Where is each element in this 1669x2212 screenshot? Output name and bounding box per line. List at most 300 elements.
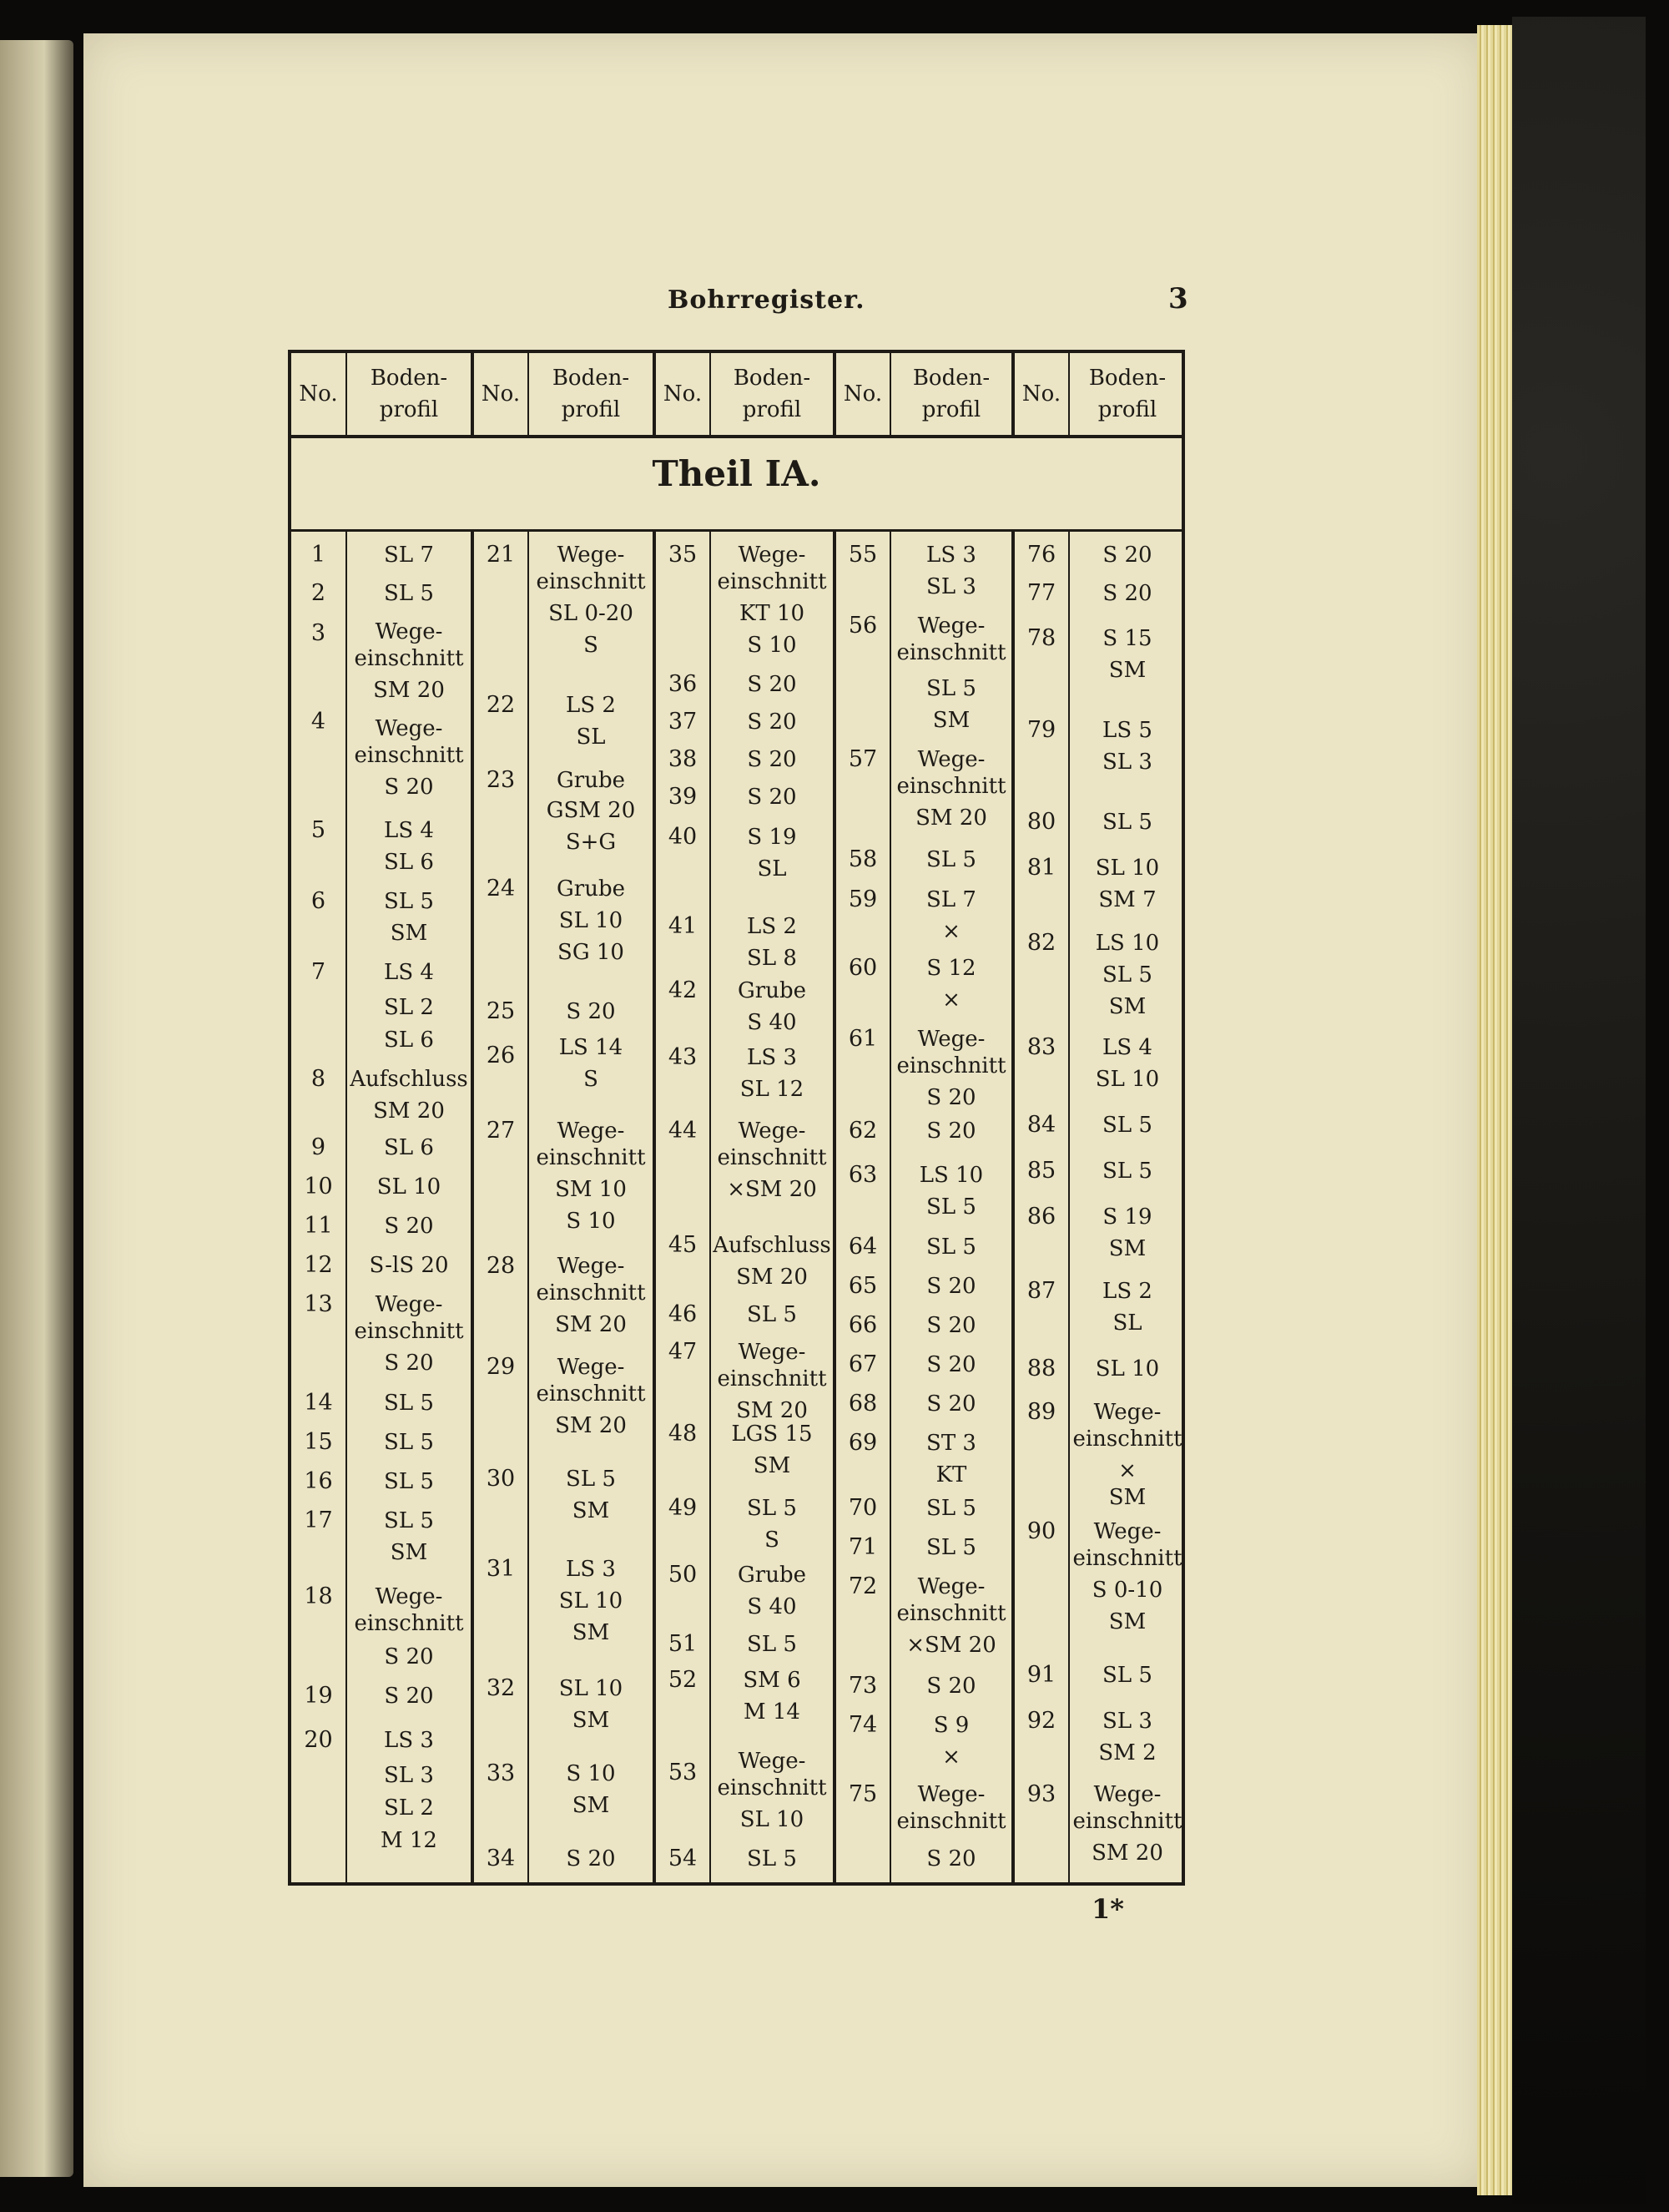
soil-profile-entry: Wege-: [917, 1027, 986, 1052]
header-profil-1: Boden- profil: [370, 366, 448, 422]
soil-profile-entry: Wege-: [375, 716, 443, 741]
boring-number: 48: [668, 1421, 698, 1447]
boring-number: 59: [848, 886, 878, 912]
boring-number: 68: [848, 1391, 878, 1417]
boring-number: 88: [1026, 1356, 1056, 1381]
boring-number: 46: [668, 1301, 698, 1327]
soil-profile-entry: SL 3: [384, 1763, 434, 1788]
soil-profile-entry: SL 3: [1102, 750, 1152, 775]
soil-profile-entry: Wege-: [557, 1254, 625, 1279]
soil-profile-entry: SM 20: [1092, 1841, 1163, 1866]
soil-profile-entry: SL 5: [747, 1496, 797, 1521]
section-title: Theil IA.: [652, 453, 821, 494]
profil-column-2: [529, 531, 653, 1882]
soil-profile-entry: LS 5: [1102, 718, 1152, 743]
soil-profile-entry: einschnitt: [717, 1775, 827, 1800]
soil-profile-entry: Wege-: [557, 1355, 625, 1380]
soil-profile-entry: S 20: [566, 999, 616, 1024]
boring-number: 93: [1026, 1781, 1056, 1807]
soil-profile-entry: SL 5: [384, 581, 434, 606]
soil-profile-entry: SL 10: [376, 1174, 441, 1199]
soil-profile-entry: S 20: [384, 1214, 434, 1239]
soil-profile-entry: einschnitt: [896, 640, 1006, 665]
soil-profile-entry: LS 10: [919, 1163, 984, 1188]
soil-profile-entry: SL 3: [926, 574, 976, 599]
profil-column-1: [347, 531, 471, 1882]
soil-profile-entry: SL 5: [384, 1508, 434, 1533]
soil-profile-entry: SM 20: [555, 1312, 627, 1337]
boring-number: 66: [848, 1312, 878, 1338]
soil-profile-entry: SL 5: [566, 1467, 616, 1492]
soil-profile-entry: einschnitt: [354, 743, 464, 768]
soil-profile-entry: SM: [753, 1453, 791, 1478]
soil-profile-entry: SM: [572, 1793, 610, 1818]
soil-profile-entry: einschnitt: [896, 774, 1006, 799]
no-column-3: [656, 531, 709, 1882]
boring-number: 15: [304, 1429, 333, 1455]
boring-number: 77: [1026, 580, 1056, 606]
soil-profile-entry: LS 4: [1102, 1035, 1152, 1060]
soil-profile-entry: S: [764, 1528, 779, 1553]
boring-number: 71: [848, 1534, 878, 1560]
soil-profile-entry: SL 7: [384, 543, 434, 568]
header-profil-5: Boden- profil: [1088, 366, 1167, 422]
soil-profile-entry: Wege-: [738, 1340, 806, 1365]
soil-profile-entry: SL 2: [384, 1795, 434, 1821]
header-no-5: No.: [1021, 381, 1061, 407]
boring-number: 58: [848, 846, 878, 872]
soil-profile-entry: S 20: [926, 1846, 976, 1871]
soil-profile-entry: S 20: [747, 672, 797, 697]
boring-number: 74: [848, 1712, 878, 1738]
boring-number: 90: [1026, 1518, 1056, 1544]
soil-profile-entry: SM 20: [915, 806, 987, 831]
boring-number: 12: [304, 1252, 333, 1278]
soil-profile-entry: SM: [1108, 994, 1147, 1019]
soil-profile-entry: SL 5: [747, 1846, 797, 1871]
boring-number: 72: [848, 1573, 878, 1599]
soil-profile-entry: SL 10: [558, 908, 623, 933]
boring-number: 86: [1026, 1204, 1056, 1230]
boring-number: 14: [304, 1390, 333, 1416]
boring-number: 22: [486, 692, 516, 718]
soil-profile-entry: Wege-: [738, 1749, 806, 1774]
soil-profile-entry: S 9: [933, 1713, 970, 1738]
soil-profile-entry: Aufschluss: [350, 1067, 468, 1092]
soil-profile-entry: SL 12: [739, 1077, 804, 1102]
soil-profile-entry: einschnitt: [1072, 1427, 1182, 1452]
boring-number: 63: [848, 1162, 878, 1188]
soil-profile-entry: SM: [932, 708, 971, 733]
soil-profile-entry: LS 14: [558, 1035, 623, 1060]
boring-number: 43: [668, 1044, 698, 1070]
boring-number: 82: [1026, 930, 1056, 956]
soil-profile-entry: S 20: [926, 1119, 976, 1144]
soil-profile-entry: S 20: [926, 1085, 976, 1110]
no-column-1: [291, 531, 345, 1882]
soil-profile-entry: ×: [1118, 1458, 1137, 1483]
soil-profile-entry: SL 5: [384, 1430, 434, 1455]
soil-profile-entry: SM: [572, 1498, 610, 1523]
boring-number: 56: [848, 613, 878, 639]
soil-profile-entry: S 10: [566, 1761, 616, 1786]
soil-profile-entry: SL: [757, 856, 787, 881]
soil-profile-entry: ×SM 20: [727, 1177, 817, 1202]
soil-profile-entry: LS 2: [747, 914, 797, 939]
soil-profile-entry: SL 5: [926, 1194, 976, 1220]
soil-profile-entry: SG 10: [557, 940, 624, 965]
boring-number: 5: [310, 817, 326, 843]
boring-number: 34: [486, 1846, 516, 1871]
soil-profile-entry: SL 5: [1102, 1663, 1152, 1688]
soil-profile-entry: SL 5: [384, 1469, 434, 1494]
boring-number: 61: [848, 1026, 878, 1052]
soil-profile-entry: Wege-: [375, 1584, 443, 1609]
header-no-2: No.: [481, 381, 521, 407]
boring-number: 27: [486, 1118, 516, 1144]
soil-profile-entry: Wege-: [738, 1119, 806, 1144]
boring-number: 29: [486, 1354, 516, 1380]
soil-profile-entry: KT: [935, 1462, 967, 1487]
soil-profile-entry: einschnitt: [1072, 1546, 1182, 1571]
boring-number: 13: [304, 1291, 333, 1317]
boring-number: 39: [668, 784, 698, 810]
boring-number: 57: [848, 746, 878, 772]
soil-profile-entry: einschnitt: [896, 1809, 1006, 1834]
soil-profile-entry: ×SM 20: [906, 1633, 996, 1658]
soil-profile-entry: SL 8: [747, 946, 797, 971]
boring-number: 10: [304, 1174, 333, 1199]
soil-profile-entry: SM: [572, 1708, 610, 1733]
boring-number: 11: [304, 1213, 333, 1239]
soil-profile-entry: S 20: [926, 1391, 976, 1417]
soil-profile-entry: SL 10: [739, 1807, 804, 1832]
soil-profile-entry: SL 5: [1102, 810, 1152, 835]
soil-profile-entry: LS 4: [384, 960, 434, 985]
boring-number: 91: [1026, 1662, 1056, 1688]
soil-profile-entry: Grube: [557, 768, 625, 793]
boring-number: 54: [668, 1846, 698, 1871]
boring-number: 52: [668, 1667, 698, 1693]
boring-number: 84: [1026, 1112, 1056, 1138]
soil-profile-entry: GSM 20: [546, 798, 636, 823]
boring-number: 65: [848, 1273, 878, 1299]
boring-number: 17: [304, 1507, 333, 1533]
boring-number: 87: [1026, 1278, 1056, 1304]
soil-profile-entry: einschnitt: [536, 1145, 646, 1170]
soil-profile-entry: M 12: [381, 1828, 437, 1853]
soil-profile-entry: SM: [390, 1540, 428, 1565]
soil-profile-entry: LS 3: [566, 1557, 616, 1582]
soil-profile-entry: S 40: [747, 1010, 797, 1035]
soil-profile-entry: einschnitt: [896, 1053, 1006, 1078]
soil-profile-entry: SL 5: [926, 1535, 976, 1560]
soil-profile-entry: Wege-: [375, 1292, 443, 1317]
boring-number: 76: [1026, 542, 1056, 568]
soil-profile-entry: S 19: [1102, 1204, 1152, 1230]
boring-number: 73: [848, 1673, 878, 1699]
soil-profile-entry: S 19: [747, 825, 797, 850]
no-column-4: [836, 531, 890, 1882]
soil-profile-entry: einschnitt: [354, 1319, 464, 1344]
soil-profile-entry: SL 5: [1102, 1159, 1152, 1184]
boring-number: 55: [848, 542, 878, 568]
boring-number: 64: [848, 1234, 878, 1260]
soil-profile-entry: SL 10: [558, 1676, 623, 1701]
soil-profile-entry: SL 2: [384, 995, 434, 1020]
boring-number: 26: [486, 1043, 516, 1068]
soil-profile-entry: Wege-: [1093, 1400, 1162, 1425]
soil-profile-entry: Wege-: [557, 1119, 625, 1144]
boring-number: 78: [1026, 625, 1056, 651]
boring-number: 45: [668, 1232, 698, 1258]
boring-number: 67: [848, 1351, 878, 1377]
soil-profile-entry: einschnitt: [354, 1611, 464, 1636]
soil-profile-entry: S 20: [926, 1313, 976, 1338]
boring-number: 24: [486, 876, 516, 901]
boring-number: 89: [1026, 1399, 1056, 1425]
soil-profile-entry: Wege-: [917, 1574, 986, 1599]
boring-number: 33: [486, 1760, 516, 1786]
soil-profile-entry: S 20: [384, 1684, 434, 1709]
no-column-5: [1015, 531, 1068, 1882]
soil-profile-entry: Wege-: [917, 614, 986, 639]
boring-number: 30: [486, 1466, 516, 1492]
soil-profile-entry: SL 5: [1102, 1113, 1152, 1138]
boring-number: 6: [310, 888, 326, 914]
soil-profile-entry: Wege-: [1093, 1519, 1162, 1544]
soil-profile-entry: LGS 15: [731, 1422, 813, 1447]
soil-profile-entry: SL 6: [384, 850, 434, 875]
left-page-edge: [0, 40, 73, 2177]
header-no-3: No.: [663, 381, 703, 407]
soil-profile-entry: SM 2: [1098, 1740, 1157, 1765]
soil-profile-entry: S 40: [747, 1594, 797, 1619]
soil-profile-entry: SL 5: [747, 1302, 797, 1327]
soil-profile-entry: LS 2: [1102, 1279, 1152, 1304]
boring-number: 20: [304, 1727, 333, 1753]
boring-number: 25: [486, 998, 516, 1024]
boring-number: 18: [304, 1583, 333, 1609]
soil-profile-entry: SL: [576, 725, 606, 750]
soil-profile-entry: ×: [942, 919, 961, 944]
soil-profile-entry: SM: [1108, 1609, 1147, 1634]
boring-number: 2: [310, 580, 326, 606]
soil-profile-entry: SL 7: [926, 887, 976, 912]
soil-profile-entry: einschnitt: [354, 646, 464, 671]
boring-number: 75: [848, 1781, 878, 1807]
boring-number: 28: [486, 1253, 516, 1279]
boring-number: 21: [486, 542, 516, 568]
boring-number: 85: [1026, 1158, 1056, 1184]
boring-number: 1: [310, 542, 326, 568]
soil-profile-entry: S 20: [384, 1351, 434, 1376]
soil-profile-entry: Wege-: [557, 543, 625, 568]
soil-profile-entry: einschnitt: [717, 1145, 827, 1170]
boring-number: 51: [668, 1631, 698, 1657]
soil-profile-entry: S 12: [926, 956, 976, 981]
header-profil-4: Boden- profil: [912, 366, 991, 422]
boring-number: 42: [668, 977, 698, 1003]
soil-profile-entry: LS 3: [747, 1045, 797, 1070]
book-cover: [1512, 17, 1646, 2204]
boring-number: 40: [668, 824, 698, 850]
boring-number: 69: [848, 1430, 878, 1456]
soil-profile-entry: KT 10: [739, 601, 805, 626]
soil-profile-entry: SL: [1112, 1311, 1142, 1336]
soil-profile-entry: S 10: [566, 1209, 616, 1234]
boring-number: 44: [668, 1118, 698, 1144]
soil-profile-entry: SM: [1108, 658, 1147, 683]
boring-number: 81: [1026, 855, 1056, 881]
boring-number: 83: [1026, 1034, 1056, 1060]
page-edges: [1477, 25, 1512, 2195]
no-column-2: [474, 531, 527, 1882]
boring-number: 70: [848, 1495, 878, 1521]
soil-profile-entry: Wege-: [1093, 1782, 1162, 1807]
soil-profile-entry: Grube: [738, 1563, 806, 1588]
soil-profile-entry: SM 20: [736, 1265, 808, 1290]
boring-number: 4: [310, 709, 326, 735]
boring-number: 16: [304, 1468, 333, 1494]
soil-profile-entry: einschnitt: [536, 569, 646, 594]
boring-number: 36: [668, 671, 698, 697]
boring-number: 7: [310, 959, 326, 985]
boring-number: 37: [668, 709, 698, 735]
soil-profile-entry: Wege-: [917, 1782, 986, 1807]
soil-profile-entry: S 20: [384, 1644, 434, 1669]
soil-profile-entry: SL 0-20: [548, 601, 633, 626]
soil-profile-entry: S 20: [926, 1274, 976, 1299]
soil-profile-entry: SL 5: [926, 1496, 976, 1521]
header-no-4: No.: [843, 381, 883, 407]
profil-column-3: [711, 531, 833, 1882]
soil-profile-entry: Grube: [738, 978, 806, 1003]
soil-profile-entry: einschnitt: [536, 1381, 646, 1406]
soil-profile-entry: SL 5: [926, 676, 976, 701]
boring-number: 32: [486, 1675, 516, 1701]
soil-profile-entry: S 20: [1102, 581, 1152, 606]
soil-profile-entry: LS 2: [566, 693, 616, 718]
boring-number: 38: [668, 746, 698, 772]
soil-profile-entry: einschnitt: [717, 1366, 827, 1391]
page-number: 3: [1168, 282, 1188, 316]
soil-profile-entry: SM 20: [373, 678, 445, 703]
soil-profile-entry: SL 5: [1102, 962, 1152, 987]
soil-profile-entry: SL 10: [1095, 1356, 1160, 1381]
soil-profile-entry: SM 7: [1098, 887, 1157, 912]
boring-number: 79: [1026, 717, 1056, 743]
boring-number: 62: [848, 1118, 878, 1144]
soil-profile-entry: SM: [390, 921, 428, 946]
soil-profile-entry: ×: [942, 1745, 961, 1770]
soil-profile-entry: SL 6: [384, 1135, 434, 1160]
soil-profile-entry: M 14: [744, 1699, 800, 1725]
boring-number: 8: [310, 1066, 326, 1092]
soil-profile-entry: S 20: [566, 1846, 616, 1871]
soil-profile-entry: Wege-: [917, 747, 986, 772]
soil-profile-entry: SL 3: [1102, 1709, 1152, 1734]
soil-profile-entry: SL 5: [384, 1391, 434, 1416]
soil-profile-entry: S 10: [747, 633, 797, 658]
boring-number: 35: [668, 542, 698, 568]
soil-profile-entry: SM 20: [736, 1398, 808, 1423]
soil-profile-entry: Grube: [557, 876, 625, 901]
boring-number: 60: [848, 955, 878, 981]
boring-number: 92: [1026, 1708, 1056, 1734]
boring-number: 80: [1026, 809, 1056, 835]
soil-profile-entry: SL 5: [384, 889, 434, 914]
soil-profile-entry: S 15: [1102, 626, 1152, 651]
boring-number: 23: [486, 767, 516, 793]
header-no-1: No.: [299, 381, 338, 407]
soil-profile-entry: SL 6: [384, 1028, 434, 1053]
soil-profile-entry: SM: [572, 1620, 610, 1645]
soil-profile-entry: LS 4: [384, 818, 434, 843]
profil-column-4: [891, 531, 1011, 1882]
soil-profile-entry: SM 20: [555, 1413, 627, 1438]
soil-profile-entry: Wege-: [375, 619, 443, 644]
soil-profile-entry: SL 10: [558, 1588, 623, 1614]
soil-profile-entry: S: [583, 1067, 598, 1092]
soil-profile-entry: ST 3: [926, 1431, 976, 1456]
soil-profile-entry: einschnitt: [896, 1601, 1006, 1626]
soil-profile-entry: einschnitt: [717, 569, 827, 594]
boring-number: 41: [668, 913, 698, 939]
soil-profile-entry: S 20: [747, 710, 797, 735]
boring-number: 9: [310, 1134, 326, 1160]
soil-profile-entry: SL 10: [1095, 856, 1160, 881]
running-header: Bohrregister.: [668, 285, 865, 315]
soil-profile-entry: LS 10: [1095, 931, 1160, 956]
soil-profile-entry: S 20: [1102, 543, 1152, 568]
boring-number: 31: [486, 1556, 516, 1582]
soil-profile-entry: LS 3: [384, 1728, 434, 1753]
soil-profile-entry: SM 6: [743, 1668, 801, 1693]
boring-number: 19: [304, 1683, 333, 1709]
soil-profile-entry: SM: [1108, 1485, 1147, 1510]
soil-profile-entry: SL 5: [926, 847, 976, 872]
soil-profile-entry: SL 10: [1095, 1067, 1160, 1092]
soil-profile-entry: S-lS 20: [369, 1253, 449, 1278]
soil-profile-entry: SM 20: [373, 1098, 445, 1124]
boring-number: 47: [668, 1339, 698, 1365]
soil-profile-entry: SM 10: [555, 1177, 627, 1202]
boring-number: 3: [310, 620, 326, 646]
header-profil-3: Boden- profil: [733, 366, 811, 422]
soil-profile-entry: S 20: [926, 1674, 976, 1699]
header-profil-2: Boden- profil: [552, 366, 630, 422]
soil-profile-entry: LS 3: [926, 543, 976, 568]
signature-mark: 1*: [1092, 1893, 1124, 1925]
soil-profile-entry: S 0-10: [1092, 1578, 1163, 1603]
bohrregister-table: [288, 350, 1185, 1886]
soil-profile-entry: einschnitt: [536, 1280, 646, 1305]
boring-number: 53: [668, 1760, 698, 1785]
soil-profile-entry: S 20: [384, 775, 434, 800]
soil-profile-entry: S+G: [565, 830, 617, 855]
soil-profile-entry: Aufschluss: [713, 1233, 831, 1258]
soil-profile-entry: S: [583, 633, 598, 658]
soil-profile-entry: einschnitt: [1072, 1809, 1182, 1834]
soil-profile-entry: ×: [942, 987, 961, 1013]
soil-profile-entry: SM: [1108, 1236, 1147, 1261]
soil-profile-entry: Wege-: [738, 543, 806, 568]
soil-profile-entry: S 20: [926, 1352, 976, 1377]
soil-profile-entry: S 20: [747, 785, 797, 810]
soil-profile-entry: S 20: [747, 747, 797, 772]
profil-column-5: [1070, 531, 1185, 1882]
